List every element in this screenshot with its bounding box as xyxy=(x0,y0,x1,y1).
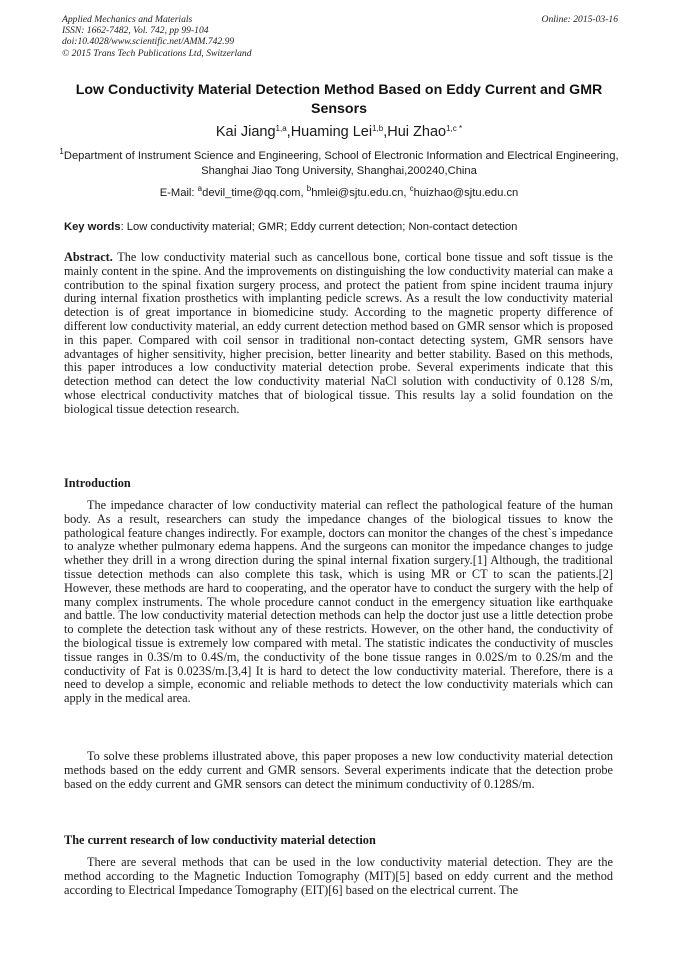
author-name: Hui Zhao xyxy=(387,124,447,140)
author-affiliation-mark: 1,a xyxy=(275,124,287,133)
online-date: Online: 2015-03-16 xyxy=(541,14,618,25)
affiliation xyxy=(58,149,620,178)
email-address-c[interactable]: huizhao@sjtu.edu.cn xyxy=(413,187,519,199)
section-heading-current-research: The current research of low conductivity material detection xyxy=(64,833,376,847)
intro-paragraph-2: To solve these problems illustrated above, this paper proposes a new low conductivity material detection methods based on the eddy current and GMR sensors. Several experiments indicate that the detection probe based on the eddy current and GMR sensors can detect the minimum conductivity of 0.128S/m. xyxy=(64,749,613,791)
paper-title: Low Conductivity Material Detection Method Based on Eddy Current and GMR Sensors xyxy=(75,82,603,117)
issn-line: ISSN: 1662-7482, Vol. 742, pp 99-104 xyxy=(62,25,209,37)
doi-line: doi:10.4028/www.scientific.net/AMM.742.99 xyxy=(62,36,235,48)
email-mark: c xyxy=(409,184,414,193)
author-affiliation-mark: 1,c * xyxy=(446,124,463,133)
abstract xyxy=(64,251,613,417)
email-address-b[interactable]: hmlei@sjtu.edu.cn, xyxy=(311,187,410,199)
intro-paragraph-1: The impedance character of low conductivity material can reflect the pathological feature of the human body. As a result, researchers can study the impedance changes of the biological tissues to know the pathological feature changes indirectly. For example, doctors can monitor the changes of the chest`s impedance to analyze whether pulmonary edema happens. And the surgeons can monitor the impedance changes to judge whether they drill in a wrong direction during the spinal internal fixation surgery.[1] Although, the traditional tissue detection methods can also complete this task, which is using MR or CT to scan the patients.[2] However, these methods are hard to cooperating, and the operator have to conduct the surgery with the help of many complex instruments. The whole procedure cannot conduct in the emergency situation like earthquake and battle. The low conductivity material detection methods can help the doctor just use a little detection probe to complete the detection task without any of these restricts. However, on the other hand, the conductivity of the biological tissue is extremely low compared with metal. The statistic indicates the conductivity of muscles tissue ranges in 0.3S/m to 0.4S/m, the conductivity of the bone tissue ranges in 0.02S/m to 0.2S/m and the conductivity of Fat is 0.023S/m.[3,4] It is hard to detect the low conductivity material. Therefore, there is a need to develop a simple, economic and reliable methods to detect the low conductivity materials which can apply in the medical area. xyxy=(64,498,613,706)
author-separator: , xyxy=(383,124,388,140)
author-name: Kai Jiang xyxy=(215,124,276,140)
author-affiliation-mark: 1,b xyxy=(372,124,384,133)
journal-header xyxy=(62,14,618,59)
email-address-a[interactable]: devil_time@qq.com, xyxy=(202,187,307,199)
keywords-text: : Low conductivity material; GMR; Eddy current detection; Non-contact detection xyxy=(120,221,518,233)
email-line xyxy=(50,186,628,200)
author-separator: , xyxy=(286,124,291,140)
author-list xyxy=(50,123,628,141)
author-name: Huaming Lei xyxy=(290,124,373,140)
abstract-text: The low conductivity material such as cancellous bone, cortical bone tissue and soft tissue is the mainly content in the spine. And the improvements on distinguishing the low conductivity material can make a contribution to the spinal fixation surgery process, and protect the patient from spine incident trauma injury during internal fixation prosthetics with implanting pedicle screws. As a result the low conductivity material detection is of great importance in biomedicine study. According to the magnetic property difference of different low conductivity material, an eddy current detection method based on GMR sensor which is proposed in this paper. Compared with coil sensor in traditional non-contact detecting system, GMR sensors have advantages of higher sensitivity, higher precision, better linearity and better stability. Based on this methods, this paper introduces a low conductivity material detection probe. Several experiments indicate that this detection method can detect the low conductivity material NaCl solution with conductivity of 0.128 S/m, whose electrical conductivity matches that of biological tissue. This results lay a solid foundation on the biological tissue detection research. xyxy=(64,250,613,416)
journal-name: Applied Mechanics and Materials xyxy=(62,14,193,25)
email-label: E-Mail: xyxy=(159,187,198,199)
keywords xyxy=(64,220,620,234)
affiliation-mark: 1 xyxy=(59,147,64,156)
keywords-label: Key words xyxy=(64,221,121,233)
copyright-line: © 2015 Trans Tech Publications Ltd, Switzerland xyxy=(62,47,252,59)
email-mark: b xyxy=(306,184,312,193)
abstract-label: Abstract. xyxy=(64,250,113,264)
email-mark: a xyxy=(197,184,203,193)
section-heading-introduction: Introduction xyxy=(64,476,131,490)
affiliation-text: Department of Instrument Science and Engineering, School of Electronic Information and Electrical Engineering, Shanghai Jiao Tong University, Shanghai,200240,China xyxy=(63,150,619,177)
current-research-paragraph-1: There are several methods that can be used in the low conductivity material detection. They are the method according to the Magnetic Induction Tomography (MIT)[5] based on eddy current and the method according to Electrical Impedance Tomography (EIT)[6] based on the electrical current. The xyxy=(64,855,613,897)
